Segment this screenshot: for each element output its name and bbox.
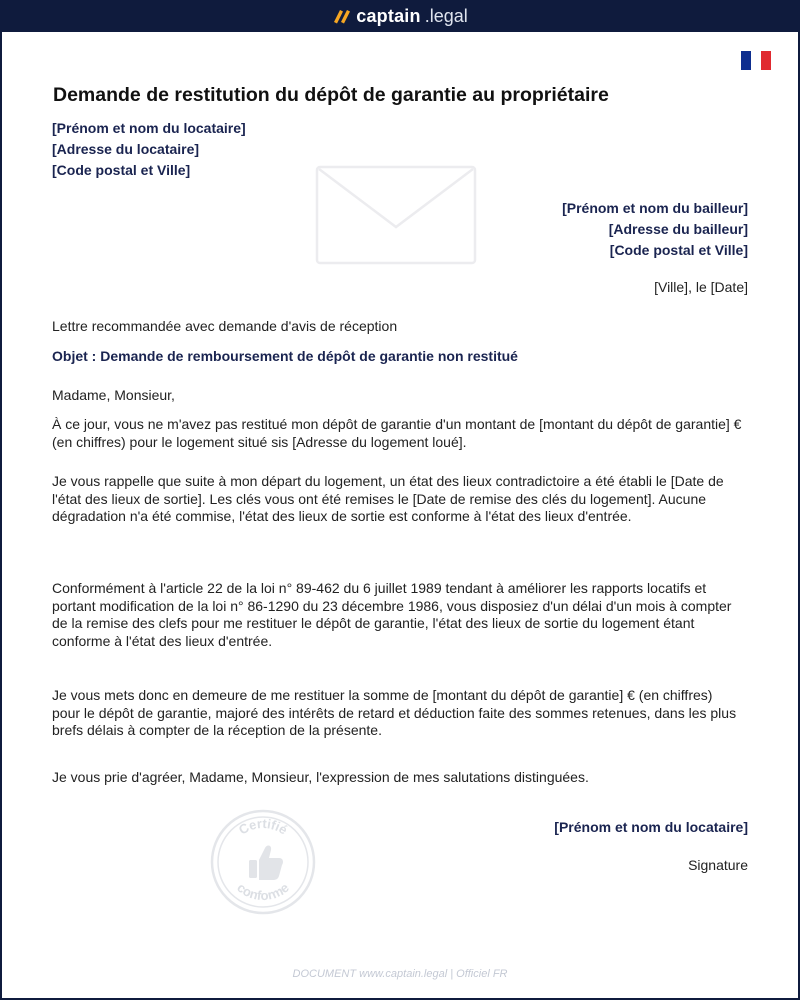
envelope-watermark-icon bbox=[315, 165, 477, 265]
svg-text:conforme: conforme bbox=[234, 879, 292, 904]
brand-name: captain bbox=[356, 5, 421, 26]
paragraph-1: À ce jour, vous ne m'avez pas restitué mon dépôt de garantie d'un montant de [montant du dépôt de garantie] € (en chiffres) pour le logement situé sis [Adresse du logement loué]. bbox=[52, 416, 742, 450]
recipient-name: [Prénom et nom du bailleur] bbox=[562, 200, 748, 216]
recipient-city: [Code postal et Ville] bbox=[609, 242, 748, 258]
recipient-block bbox=[562, 198, 748, 261]
document-page bbox=[2, 32, 798, 998]
french-flag-icon[interactable] bbox=[741, 51, 771, 70]
svg-text:Certifié: Certifié bbox=[236, 815, 291, 838]
brand-suffix: .legal bbox=[424, 5, 468, 26]
brand-logo[interactable] bbox=[332, 6, 467, 27]
date-line: [Ville], le [Date] bbox=[654, 279, 748, 295]
paragraph-4: Je vous mets donc en demeure de me restituer la somme de [montant du dépôt de garantie] € (en chiffres) pour le dépôt de garantie, majoré des intérêts de retard et déduction faite des sommes retenues, dans les plus brefs délais à compter de la réception de la présente. bbox=[52, 687, 737, 738]
document-title: Demande de restitution du dépôt de garantie au propriétaire bbox=[53, 84, 609, 106]
recipient-address: [Adresse du bailleur] bbox=[608, 221, 748, 237]
greeting: Madame, Monsieur, bbox=[52, 387, 175, 403]
paragraph-3: Conformément à l'article 22 de la loi n° 89-462 du 6 juillet 1989 tendant à améliorer les rapports locatifs et portant modification de la loi n° 86-1290 du 23 décembre 1986, vous disposiez d'un délai d'un mois à compter de la remise des clefs pour me restituer le dépôt de garantie, l'état des lieux de sortie du logement étant conforme à l'état des lieux d'entrée. bbox=[52, 580, 732, 649]
closing-line: Je vous prie d'agréer, Madame, Monsieur, l'expression de mes salutations distinguées. bbox=[52, 769, 589, 785]
sender-address: [Adresse du locataire] bbox=[52, 141, 200, 157]
subject-line: Objet : Demande de remboursement de dépôt de garantie non restitué bbox=[52, 348, 518, 364]
captain-legal-logo-icon bbox=[332, 8, 352, 24]
certified-stamp-icon bbox=[209, 808, 317, 916]
sender-city: [Code postal et Ville] bbox=[52, 162, 191, 178]
footer-text: DOCUMENT www.captain.legal | Officiel FR bbox=[292, 968, 508, 980]
delivery-mode: Lettre recommandée avec demande d'avis de réception bbox=[52, 318, 398, 334]
sender-block bbox=[52, 118, 246, 181]
paragraph-2: Je vous rappelle que suite à mon départ du logement, un état des lieux contradictoire a été établi le [Date de l'état des lieux de sortie]. Les clés vous ont été remises le [Date de remise des clés du logement]. Aucune dégradation n'a été commise, l'état des lieux de sortie est conforme à l'état des lieux d'entrée. bbox=[52, 473, 724, 524]
signer-name: [Prénom et nom du locataire] bbox=[554, 819, 748, 835]
top-bar bbox=[0, 0, 800, 32]
sender-name: [Prénom et nom du locataire] bbox=[52, 120, 246, 136]
signature-label: Signature bbox=[688, 857, 748, 873]
